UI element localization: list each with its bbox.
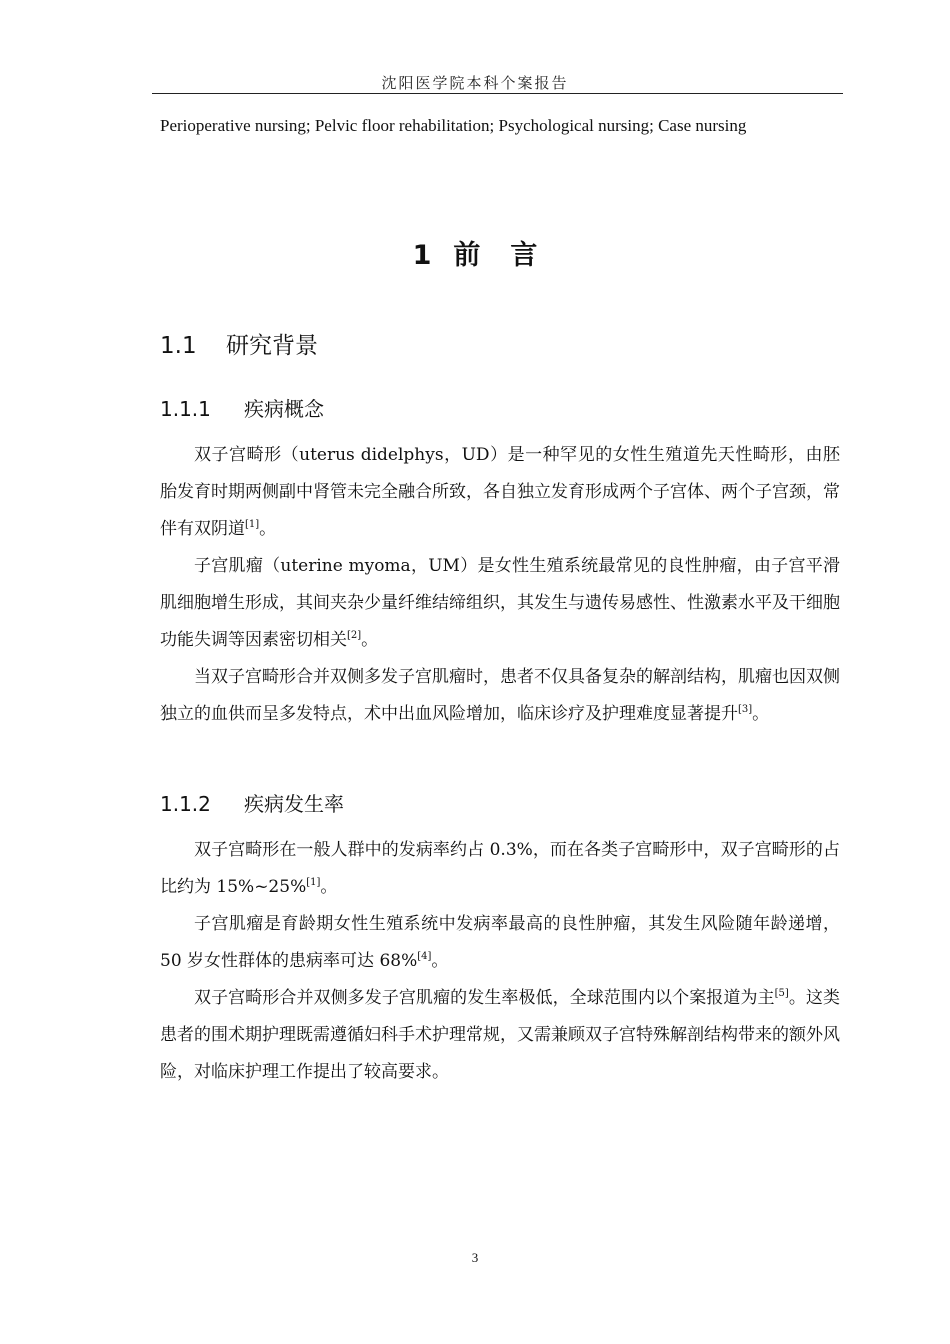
section-number: 1.1 [160,333,197,359]
paragraph-text: 双子宫畸形（uterus didelphys，UD）是一种罕见的女性生殖道先天性畸形，由胚胎发育时期两侧副中肾管未完全融合所致，各自独立发育形成两个子宫体、两个子宫颈，常伴有双阴道 [160,445,840,539]
chapter-title: 前言 [453,240,568,271]
paragraph-end: 。 [320,877,338,897]
citation: [2] [347,630,362,641]
subsection-number: 1.1.1 [160,397,211,421]
paragraph [160,548,840,659]
paragraph-end: 。 [752,704,770,724]
paragraph [160,832,840,906]
paragraph [160,980,840,1091]
page-header-title: 沈阳医学院本科个案报告 [381,74,569,92]
citation: [1] [306,877,321,888]
paragraph [160,906,840,980]
subsection-title: 疾病发生率 [244,792,344,816]
paragraph [160,659,840,733]
citation: [4] [417,951,432,962]
chapter-number: 1 [412,240,432,271]
keywords-line: Perioperative nursing; Pelvic floor rehabilitation; Psychological nursing; Case nursing [160,116,747,135]
header-rule [152,93,843,94]
paragraph-end: 。这类患者的围术期护理既需遵循妇科手术护理常规，又需兼顾双子宫特殊解剖结构带来的额外风险，对临床护理工作提出了较高要求。 [160,988,841,1082]
subsection-number: 1.1.2 [160,792,211,816]
paragraph-end: 。 [431,951,449,971]
paragraph-text: 当双子宫畸形合并双侧多发子宫肌瘤时，患者不仅具备复杂的解剖结构，肌瘤也因双侧独立的血供而呈多发特点，术中出血风险增加，临床诊疗及护理难度显著提升 [160,667,840,724]
chapter-heading [0,233,950,272]
page-number: 3 [471,1250,479,1265]
paragraph [160,437,840,548]
paragraph-text: 双子宫畸形在一般人群中的发病率约占 0.3%，而在各类子宫畸形中，双子宫畸形的占比约为 15%~25% [160,840,840,897]
paragraph-text: 子宫肌瘤是育龄期女性生殖系统中发病率最高的良性肿瘤，其发生风险随年龄递增，50 岁女性群体的患病率可达 68% [160,914,840,971]
paragraph-text: 双子宫畸形合并双侧多发子宫肌瘤的发生率极低，全球范围内以个案报道为主 [194,988,775,1008]
section-title: 研究背景 [226,333,318,359]
paragraph-end: 。 [361,630,379,650]
citation: [1] [245,519,260,530]
citation: [3] [738,704,753,715]
paragraph-text: 子宫肌瘤（uterine myoma，UM）是女性生殖系统最常见的良性肿瘤，由子宫平滑肌细胞增生形成，其间夹杂少量纤维结缔组织，其发生与遗传易感性、性激素水平及干细胞功能失调等因素密切相关 [160,556,840,650]
paragraph-end: 。 [259,519,277,539]
subsection-heading-2 [160,788,344,817]
section-heading [160,327,318,360]
subsection-title: 疾病概念 [244,397,324,421]
subsection-heading-1 [160,393,324,422]
citation: [5] [774,988,789,999]
